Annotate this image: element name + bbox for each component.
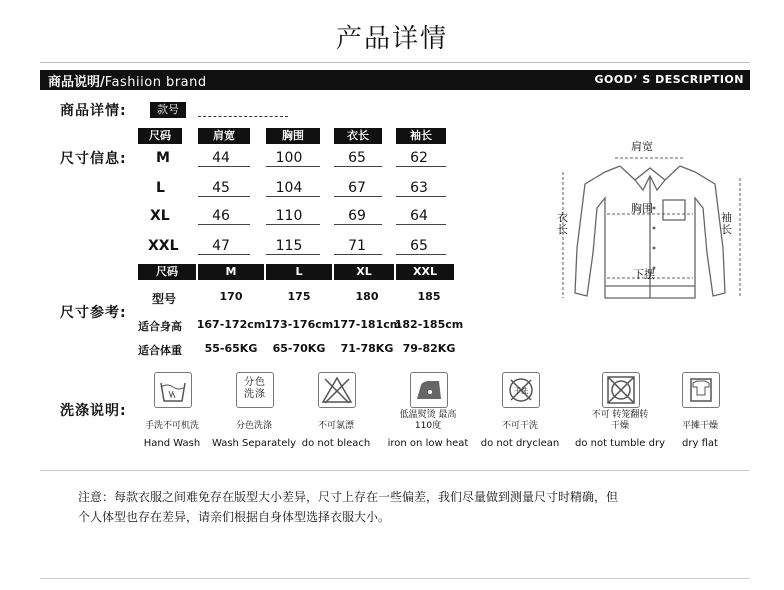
- wash-caption-en: iron on low heat: [387, 438, 469, 449]
- banner-right: GOOD’ S DESCRIPTION: [594, 73, 744, 86]
- bottom-divider: [40, 578, 750, 579]
- page-title: 产品详情: [335, 24, 448, 54]
- iron-low-icon: [410, 372, 448, 408]
- size-value: 65: [410, 238, 428, 254]
- reference-value: 173-176cm: [264, 318, 334, 331]
- reference-row-name: 适合体重: [138, 344, 182, 357]
- wash-caption-en: do not dryclean: [480, 438, 560, 449]
- shirt-diagram: [545, 128, 755, 308]
- wash-caption-en: Hand Wash: [143, 438, 201, 449]
- reference-header-0: 尺码: [138, 264, 196, 280]
- wash-caption-en: do not tumble dry: [574, 438, 666, 449]
- size-name: L: [156, 180, 165, 196]
- diagram-shoulder: 肩宽: [631, 140, 653, 153]
- size-header-4: 袖长: [396, 128, 446, 144]
- size-value: 62: [410, 150, 428, 166]
- size-value: 65: [348, 150, 366, 166]
- wash-caption-en: dry flat: [682, 438, 718, 449]
- size-info-label: 尺寸信息:: [60, 151, 127, 167]
- size-value: 63: [410, 180, 428, 196]
- model-label: 款号: [150, 102, 186, 118]
- reference-value: 185: [417, 290, 441, 303]
- size-value: 115: [275, 238, 303, 254]
- reference-header-2: L: [266, 264, 332, 280]
- hand-wash-icon: [154, 372, 192, 408]
- size-header-0: 尺码: [138, 128, 182, 144]
- wash-label: 洗涤说明:: [60, 403, 127, 419]
- size-value: 47: [212, 238, 230, 254]
- diagram-hem: 下摆: [633, 268, 655, 281]
- size-value: 46: [212, 208, 230, 224]
- size-value: 104: [275, 180, 303, 196]
- reference-value: 65-70KG: [272, 342, 326, 355]
- size-name: XXL: [148, 238, 179, 254]
- wash-caption-cn: 不可氯漂: [317, 421, 354, 431]
- wash-caption-cn: 不可干洗: [501, 421, 538, 431]
- note-line-2: 个人体型也存在差异，请亲们根据自身体型选择衣服大小。: [78, 510, 391, 524]
- reference-value: 177-181cm: [332, 318, 402, 331]
- size-value: 69: [348, 208, 366, 224]
- reference-value: 167-172cm: [196, 318, 266, 331]
- reference-row-name: 型号: [152, 292, 177, 306]
- details-label: 商品详情:: [60, 103, 127, 119]
- wash-caption-cn: 平摊干燥: [681, 421, 718, 431]
- wash-separately-icon: [236, 372, 274, 408]
- no-tumble-dry-icon: [602, 372, 640, 408]
- size-header-1: 肩宽: [198, 128, 250, 144]
- size-name: M: [156, 150, 170, 166]
- size-value: 64: [410, 208, 428, 224]
- reference-value: 175: [287, 290, 311, 303]
- dry-flat-icon: [682, 372, 720, 408]
- note-line-1: 注意：每款衣服之间难免存在版型大小差异，尺寸上存在一些偏差，我们尽量做到测量尺寸时精确，但: [78, 490, 619, 504]
- reference-value: 71-78KG: [340, 342, 394, 355]
- diagram-length: 衣长: [557, 211, 568, 236]
- banner-left-en: Fashiion brand: [104, 75, 207, 90]
- wash-caption-en: Wash Separately: [211, 438, 297, 449]
- size-value: 45: [212, 180, 230, 196]
- size-value: 71: [348, 238, 366, 254]
- reference-header-4: XXL: [396, 264, 454, 280]
- diagram-sleeve: 袖长: [721, 211, 732, 236]
- reference-value: 180: [355, 290, 379, 303]
- reference-value: 55-65KG: [204, 342, 258, 355]
- size-value: 44: [212, 150, 230, 166]
- wash-caption-en: do not bleach: [301, 438, 371, 449]
- wash-caption-cn: 手洗不可机洗: [144, 421, 199, 431]
- size-value: 67: [348, 180, 366, 196]
- wash-caption-cn: 分色洗涤: [235, 421, 272, 431]
- reference-value: 170: [219, 290, 243, 303]
- banner-left: [48, 71, 207, 90]
- wash-caption-cn: 不可 转笼翻转干燥: [591, 410, 649, 431]
- no-dryclean-icon: [502, 372, 540, 408]
- size-value: 100: [275, 150, 303, 166]
- no-bleach-icon: [318, 372, 356, 408]
- size-header-3: 衣长: [334, 128, 382, 144]
- reference-value: 79-82KG: [402, 342, 456, 355]
- wash-glyph: 分色洗涤: [244, 377, 266, 400]
- wash-caption-cn: 低温熨烫 最高110度: [399, 410, 457, 431]
- reference-value: 182-185cm: [394, 318, 464, 331]
- size-header-2: 胸围: [266, 128, 320, 144]
- size-name: XL: [150, 208, 170, 224]
- diagram-chest: 胸围: [631, 202, 653, 215]
- reference-row-name: 适合身高: [138, 320, 182, 333]
- top-divider: [40, 62, 750, 63]
- size-value: 110: [275, 208, 303, 224]
- description-banner: [40, 70, 750, 90]
- banner-left-cn: 商品说明/: [48, 75, 105, 90]
- note-divider: [40, 470, 750, 471]
- reference-header-3: XL: [334, 264, 394, 280]
- reference-header-1: M: [198, 264, 264, 280]
- wash-glyph: 干洗: [514, 387, 528, 395]
- reference-label: 尺寸参考:: [60, 305, 127, 321]
- model-underline: [198, 116, 288, 117]
